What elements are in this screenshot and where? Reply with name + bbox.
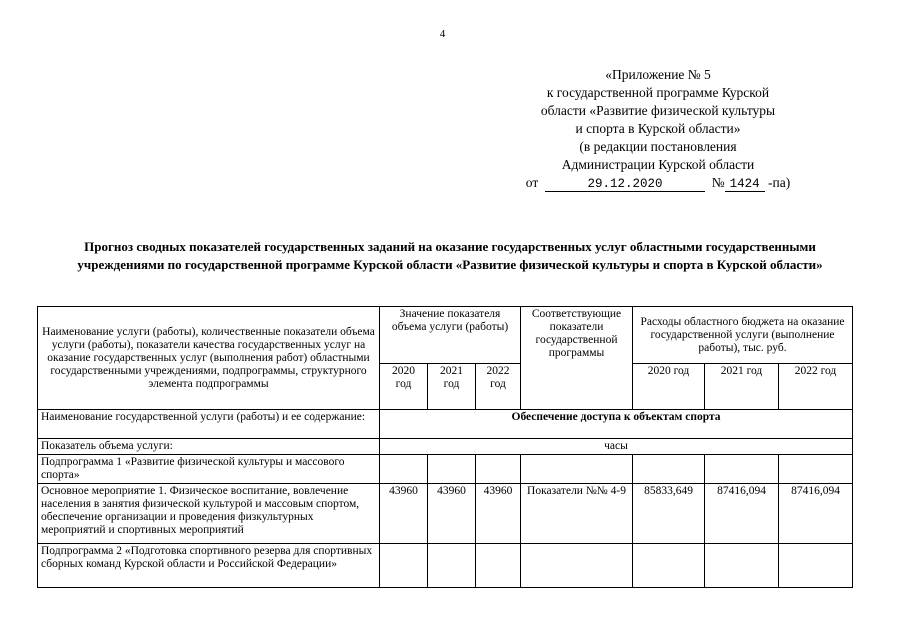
empty-cell <box>380 455 428 484</box>
empty-cell <box>476 455 521 484</box>
empty-cell <box>521 455 633 484</box>
appendix-line: Администрации Курской области <box>561 157 755 172</box>
header-expense-year: 2020 год <box>633 364 705 410</box>
empty-cell <box>428 455 476 484</box>
forecast-table <box>37 306 853 588</box>
volume-2022: 43960 <box>476 484 521 544</box>
volume-indicator-value: часы <box>380 439 853 455</box>
appendix-line: к государственной программе Курской <box>546 85 770 100</box>
appendix-line: «Приложение № 5 <box>605 67 711 82</box>
volume-indicator-label: Показатель объема услуги: <box>38 439 380 455</box>
header-volume: Значение показателя объема услуги (работы) <box>380 307 521 364</box>
expense-2020: 85833,649 <box>633 484 705 544</box>
number-label: № <box>711 175 725 190</box>
header-name-column: Наименование услуги (работы), количественные показатели объема услуги (работы), показатели качества государственных услуг на оказание государственных услуг (выполнения работ) областными государственными учреждениями, подпрограммы, структурного элемента подпрограммы <box>38 307 380 410</box>
volume-2020: 43960 <box>380 484 428 544</box>
document-title: Прогноз сводных показателей государственных заданий на оказание государственных услуг областными государственными учреждениями по государственной программе Курской области «Развитие физической культуры и спорта в Курской области» <box>77 239 823 272</box>
empty-cell <box>428 544 476 588</box>
appendix-line: области «Развитие физической культуры <box>540 103 776 118</box>
header-expense-year: 2021 год <box>705 364 779 410</box>
expense-2021: 87416,094 <box>705 484 779 544</box>
empty-cell <box>380 544 428 588</box>
subprogram-2-label: Подпрограмма 2 «Подготовка спортивного резерва для спортивных сборных команд Курской области и Российской Федерации» <box>38 544 380 588</box>
header-corresponding: Соответствующие показатели государственной программы <box>521 307 633 410</box>
header-volume-year: 2022 год <box>476 364 521 410</box>
empty-cell <box>705 544 779 588</box>
empty-cell <box>779 455 853 484</box>
expense-2022: 87416,094 <box>779 484 853 544</box>
appendix-date-line <box>508 174 808 192</box>
header-expenses: Расходы областного бюджета на оказание государственной услуги (выполнение работы), тыс. руб. <box>633 307 853 364</box>
service-name-label: Наименование государственной услуги (работы) и ее содержание: <box>38 410 380 439</box>
subprogram-1-label: Подпрограмма 1 «Развитие физической культуры и массового спорта» <box>38 455 380 484</box>
header-expense-year: 2022 год <box>779 364 853 410</box>
main-activity-1-label: Основное мероприятие 1. Физическое воспитание, вовлечение населения в занятия физической культурой и массовым спортом, обеспечение организации и проведения физкультурных мероприятий и спортивных мероприятий <box>38 484 380 544</box>
number-suffix: -па) <box>768 175 791 190</box>
empty-cell <box>633 544 705 588</box>
header-volume-year: 2021 год <box>428 364 476 410</box>
empty-cell <box>521 544 633 588</box>
service-name-value: Обеспечение доступа к объектам спорта <box>380 410 853 439</box>
page-number: 4 <box>439 28 446 40</box>
appendix-line: и спорта в Курской области» <box>575 121 741 136</box>
empty-cell <box>633 455 705 484</box>
appendix-header <box>508 66 808 192</box>
empty-cell <box>779 544 853 588</box>
resolution-number: 1424 <box>725 177 765 192</box>
corresponding-indicators: Показатели №№ 4-9 <box>521 484 633 544</box>
volume-2021: 43960 <box>428 484 476 544</box>
header-volume-year: 2020 год <box>380 364 428 410</box>
from-label: от <box>525 175 539 190</box>
resolution-date: 29.12.2020 <box>545 177 705 192</box>
empty-cell <box>705 455 779 484</box>
empty-cell <box>476 544 521 588</box>
appendix-line: (в редакции постановления <box>579 139 737 154</box>
